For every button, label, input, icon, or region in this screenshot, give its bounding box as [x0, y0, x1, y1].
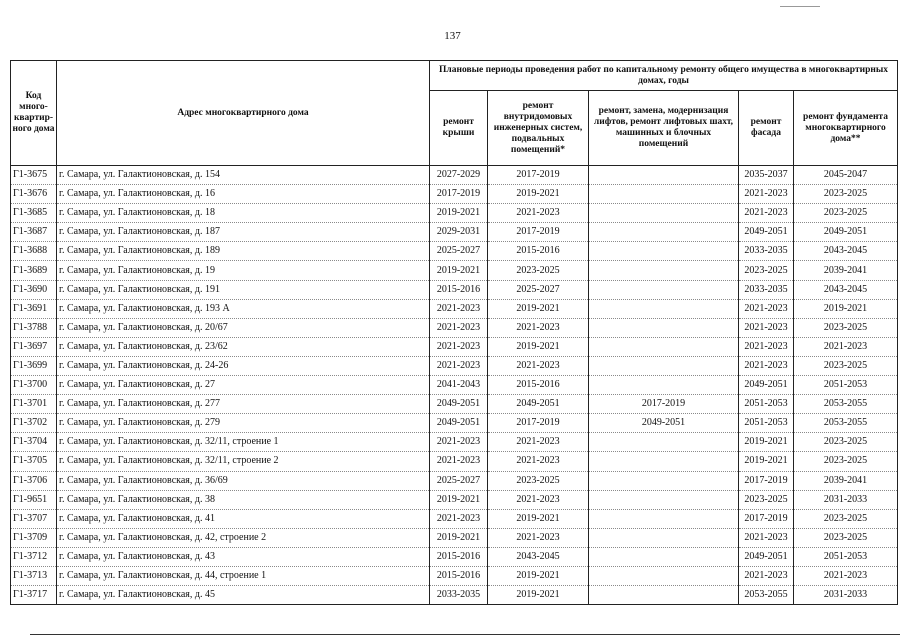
cell-foundation: 2023-2025 [794, 509, 898, 528]
cell-systems: 2019-2021 [488, 509, 589, 528]
cell-roof: 2019-2021 [430, 204, 488, 223]
cell-code: Г1-3701 [11, 395, 57, 414]
cell-foundation: 2023-2025 [794, 185, 898, 204]
cell-roof: 2021-2023 [430, 433, 488, 452]
cell-code: Г1-3705 [11, 452, 57, 471]
cell-facade: 2021-2023 [739, 318, 794, 337]
table-header [11, 61, 898, 166]
table-row [11, 452, 898, 471]
cell-elevators [589, 528, 739, 547]
cell-facade: 2017-2019 [739, 509, 794, 528]
cell-code: Г1-3687 [11, 223, 57, 242]
table-row [11, 356, 898, 375]
cell-systems: 2023-2025 [488, 261, 589, 280]
cell-facade: 2021-2023 [739, 204, 794, 223]
cell-foundation: 2019-2021 [794, 299, 898, 318]
cell-systems: 2017-2019 [488, 166, 589, 185]
cell-systems: 2019-2021 [488, 566, 589, 585]
cell-roof: 2033-2035 [430, 586, 488, 605]
cell-address: г. Самара, ул. Галактионовская, д. 187 [57, 223, 430, 242]
cell-code: Г1-3690 [11, 280, 57, 299]
cell-code: Г1-3709 [11, 528, 57, 547]
cell-facade: 2053-2055 [739, 586, 794, 605]
cell-systems: 2021-2023 [488, 204, 589, 223]
cell-roof: 2021-2023 [430, 509, 488, 528]
cell-roof: 2017-2019 [430, 185, 488, 204]
cell-systems: 2015-2016 [488, 376, 589, 395]
cell-systems: 2021-2023 [488, 452, 589, 471]
cell-roof: 2027-2029 [430, 166, 488, 185]
cell-code: Г1-9651 [11, 490, 57, 509]
cell-foundation: 2043-2045 [794, 280, 898, 299]
cell-foundation: 2023-2025 [794, 204, 898, 223]
header-systems: ремонт внутридомовых инженерных систем, подвальных помещений* [488, 91, 589, 166]
cell-elevators [589, 223, 739, 242]
table-row [11, 204, 898, 223]
table-row [11, 490, 898, 509]
cell-code: Г1-3676 [11, 185, 57, 204]
cell-facade: 2051-2053 [739, 414, 794, 433]
cell-roof: 2019-2021 [430, 490, 488, 509]
cell-foundation: 2023-2025 [794, 356, 898, 375]
cell-roof: 2021-2023 [430, 318, 488, 337]
cell-address: г. Самара, ул. Галактионовская, д. 191 [57, 280, 430, 299]
cell-roof: 2025-2027 [430, 471, 488, 490]
cell-elevators [589, 166, 739, 185]
cell-elevators [589, 280, 739, 299]
table-row [11, 337, 898, 356]
cell-address: г. Самара, ул. Галактионовская, д. 38 [57, 490, 430, 509]
cell-address: г. Самара, ул. Галактионовская, д. 24-26 [57, 356, 430, 375]
cell-systems: 2019-2021 [488, 337, 589, 356]
cell-address: г. Самара, ул. Галактионовская, д. 279 [57, 414, 430, 433]
cell-code: Г1-3712 [11, 547, 57, 566]
cell-foundation: 2031-2033 [794, 586, 898, 605]
cell-facade: 2021-2023 [739, 299, 794, 318]
cell-roof: 2015-2016 [430, 566, 488, 585]
cell-code: Г1-3702 [11, 414, 57, 433]
cell-foundation: 2039-2041 [794, 261, 898, 280]
cell-code: Г1-3707 [11, 509, 57, 528]
cell-elevators [589, 185, 739, 204]
cell-roof: 2021-2023 [430, 356, 488, 375]
cell-code: Г1-3713 [11, 566, 57, 585]
header-address: Адрес многоквартирного дома [57, 61, 430, 166]
table-row [11, 242, 898, 261]
table-body [11, 166, 898, 605]
cell-systems: 2021-2023 [488, 490, 589, 509]
cell-address: г. Самара, ул. Галактионовская, д. 43 [57, 547, 430, 566]
cell-elevators [589, 471, 739, 490]
cell-code: Г1-3688 [11, 242, 57, 261]
table-row [11, 471, 898, 490]
cell-foundation: 2023-2025 [794, 433, 898, 452]
cell-code: Г1-3706 [11, 471, 57, 490]
cell-systems: 2043-2045 [488, 547, 589, 566]
table-row [11, 261, 898, 280]
cell-address: г. Самара, ул. Галактионовская, д. 23/62 [57, 337, 430, 356]
cell-roof: 2021-2023 [430, 299, 488, 318]
cell-elevators [589, 509, 739, 528]
cell-elevators [589, 490, 739, 509]
header-code: Код много-квартир-ного дома [11, 61, 57, 166]
cell-roof: 2029-2031 [430, 223, 488, 242]
cell-foundation: 2021-2023 [794, 566, 898, 585]
cell-code: Г1-3717 [11, 586, 57, 605]
cell-foundation: 2045-2047 [794, 166, 898, 185]
cell-address: г. Самара, ул. Галактионовская, д. 36/69 [57, 471, 430, 490]
cell-address: г. Самара, ул. Галактионовская, д. 32/11, строение 1 [57, 433, 430, 452]
cell-roof: 2019-2021 [430, 528, 488, 547]
cell-elevators [589, 376, 739, 395]
cell-foundation: 2023-2025 [794, 318, 898, 337]
cell-elevators [589, 547, 739, 566]
header-facade: ремонт фасада [739, 91, 794, 166]
cell-code: Г1-3675 [11, 166, 57, 185]
table-row [11, 318, 898, 337]
table-row [11, 395, 898, 414]
cell-elevators [589, 452, 739, 471]
cell-foundation: 2039-2041 [794, 471, 898, 490]
table-row [11, 414, 898, 433]
cell-facade: 2049-2051 [739, 223, 794, 242]
cell-address: г. Самара, ул. Галактионовская, д. 44, строение 1 [57, 566, 430, 585]
cell-facade: 2021-2023 [739, 337, 794, 356]
cell-foundation: 2043-2045 [794, 242, 898, 261]
cell-address: г. Самара, ул. Галактионовская, д. 45 [57, 586, 430, 605]
cell-systems: 2025-2027 [488, 280, 589, 299]
cell-roof: 2041-2043 [430, 376, 488, 395]
cell-systems: 2021-2023 [488, 356, 589, 375]
cell-roof: 2021-2023 [430, 337, 488, 356]
cell-facade: 2023-2025 [739, 490, 794, 509]
cell-elevators [589, 242, 739, 261]
cell-foundation: 2051-2053 [794, 376, 898, 395]
table-row [11, 185, 898, 204]
cell-address: г. Самара, ул. Галактионовская, д. 18 [57, 204, 430, 223]
page-number: 137 [444, 30, 461, 42]
cell-elevators [589, 433, 739, 452]
cell-systems: 2015-2016 [488, 242, 589, 261]
cell-roof: 2021-2023 [430, 452, 488, 471]
table-row [11, 509, 898, 528]
cell-address: г. Самара, ул. Галактионовская, д. 42, строение 2 [57, 528, 430, 547]
cell-code: Г1-3704 [11, 433, 57, 452]
footer-rule [30, 634, 900, 635]
cell-address: г. Самара, ул. Галактионовская, д. 189 [57, 242, 430, 261]
table-row [11, 280, 898, 299]
table-row [11, 433, 898, 452]
cell-facade: 2021-2023 [739, 185, 794, 204]
cell-systems: 2019-2021 [488, 299, 589, 318]
cell-facade: 2021-2023 [739, 356, 794, 375]
cell-systems: 2017-2019 [488, 223, 589, 242]
cell-code: Г1-3788 [11, 318, 57, 337]
cell-facade: 2021-2023 [739, 566, 794, 585]
cell-code: Г1-3697 [11, 337, 57, 356]
header-elevators: ремонт, замена, модернизация лифтов, ремонт лифтовых шахт, машинных и блочных помещений [589, 91, 739, 166]
cell-elevators [589, 318, 739, 337]
cell-roof: 2015-2016 [430, 280, 488, 299]
cell-code: Г1-3689 [11, 261, 57, 280]
cell-foundation: 2031-2033 [794, 490, 898, 509]
cell-address: г. Самара, ул. Галактионовская, д. 27 [57, 376, 430, 395]
cell-systems: 2023-2025 [488, 471, 589, 490]
cell-address: г. Самара, ул. Галактионовская, д. 277 [57, 395, 430, 414]
table-row [11, 547, 898, 566]
cell-foundation: 2049-2051 [794, 223, 898, 242]
cell-systems: 2019-2021 [488, 185, 589, 204]
header-foundation: ремонт фундамента многоквартирного дома** [794, 91, 898, 166]
cell-address: г. Самара, ул. Галактионовская, д. 20/67 [57, 318, 430, 337]
cell-foundation: 2023-2025 [794, 452, 898, 471]
cell-facade: 2035-2037 [739, 166, 794, 185]
table-row [11, 166, 898, 185]
cell-foundation: 2053-2055 [794, 395, 898, 414]
cell-facade: 2019-2021 [739, 452, 794, 471]
capital-repair-table [10, 60, 898, 605]
cell-facade: 2051-2053 [739, 395, 794, 414]
header-periods: Плановые периоды проведения работ по капитальному ремонту общего имущества в многоквартирных домах, годы [430, 61, 898, 91]
cell-facade: 2033-2035 [739, 242, 794, 261]
table-row [11, 566, 898, 585]
cell-code: Г1-3691 [11, 299, 57, 318]
cell-roof: 2049-2051 [430, 414, 488, 433]
top-scan-mark [780, 6, 820, 7]
cell-foundation: 2021-2023 [794, 337, 898, 356]
table-row [11, 376, 898, 395]
cell-facade: 2033-2035 [739, 280, 794, 299]
cell-elevators [589, 299, 739, 318]
cell-elevators [589, 566, 739, 585]
cell-systems: 2021-2023 [488, 528, 589, 547]
cell-roof: 2019-2021 [430, 261, 488, 280]
cell-facade: 2017-2019 [739, 471, 794, 490]
cell-elevators: 2049-2051 [589, 414, 739, 433]
cell-foundation: 2023-2025 [794, 528, 898, 547]
cell-systems: 2021-2023 [488, 433, 589, 452]
cell-roof: 2025-2027 [430, 242, 488, 261]
table-row [11, 586, 898, 605]
cell-roof: 2015-2016 [430, 547, 488, 566]
cell-address: г. Самара, ул. Галактионовская, д. 193 А [57, 299, 430, 318]
cell-systems: 2019-2021 [488, 586, 589, 605]
cell-elevators [589, 204, 739, 223]
cell-elevators [589, 261, 739, 280]
cell-code: Г1-3699 [11, 356, 57, 375]
cell-address: г. Самара, ул. Галактионовская, д. 16 [57, 185, 430, 204]
cell-elevators [589, 356, 739, 375]
cell-systems: 2049-2051 [488, 395, 589, 414]
cell-code: Г1-3685 [11, 204, 57, 223]
cell-elevators [589, 337, 739, 356]
table-row [11, 528, 898, 547]
header-roof: ремонт крыши [430, 91, 488, 166]
table-row [11, 223, 898, 242]
cell-foundation: 2053-2055 [794, 414, 898, 433]
cell-facade: 2049-2051 [739, 547, 794, 566]
cell-elevators [589, 586, 739, 605]
cell-elevators: 2017-2019 [589, 395, 739, 414]
cell-address: г. Самара, ул. Галактионовская, д. 19 [57, 261, 430, 280]
cell-systems: 2017-2019 [488, 414, 589, 433]
cell-address: г. Самара, ул. Галактионовская, д. 154 [57, 166, 430, 185]
cell-code: Г1-3700 [11, 376, 57, 395]
cell-facade: 2023-2025 [739, 261, 794, 280]
table-row [11, 299, 898, 318]
cell-foundation: 2051-2053 [794, 547, 898, 566]
cell-facade: 2021-2023 [739, 528, 794, 547]
cell-systems: 2021-2023 [488, 318, 589, 337]
cell-address: г. Самара, ул. Галактионовская, д. 32/11, строение 2 [57, 452, 430, 471]
cell-facade: 2049-2051 [739, 376, 794, 395]
cell-address: г. Самара, ул. Галактионовская, д. 41 [57, 509, 430, 528]
cell-roof: 2049-2051 [430, 395, 488, 414]
cell-facade: 2019-2021 [739, 433, 794, 452]
